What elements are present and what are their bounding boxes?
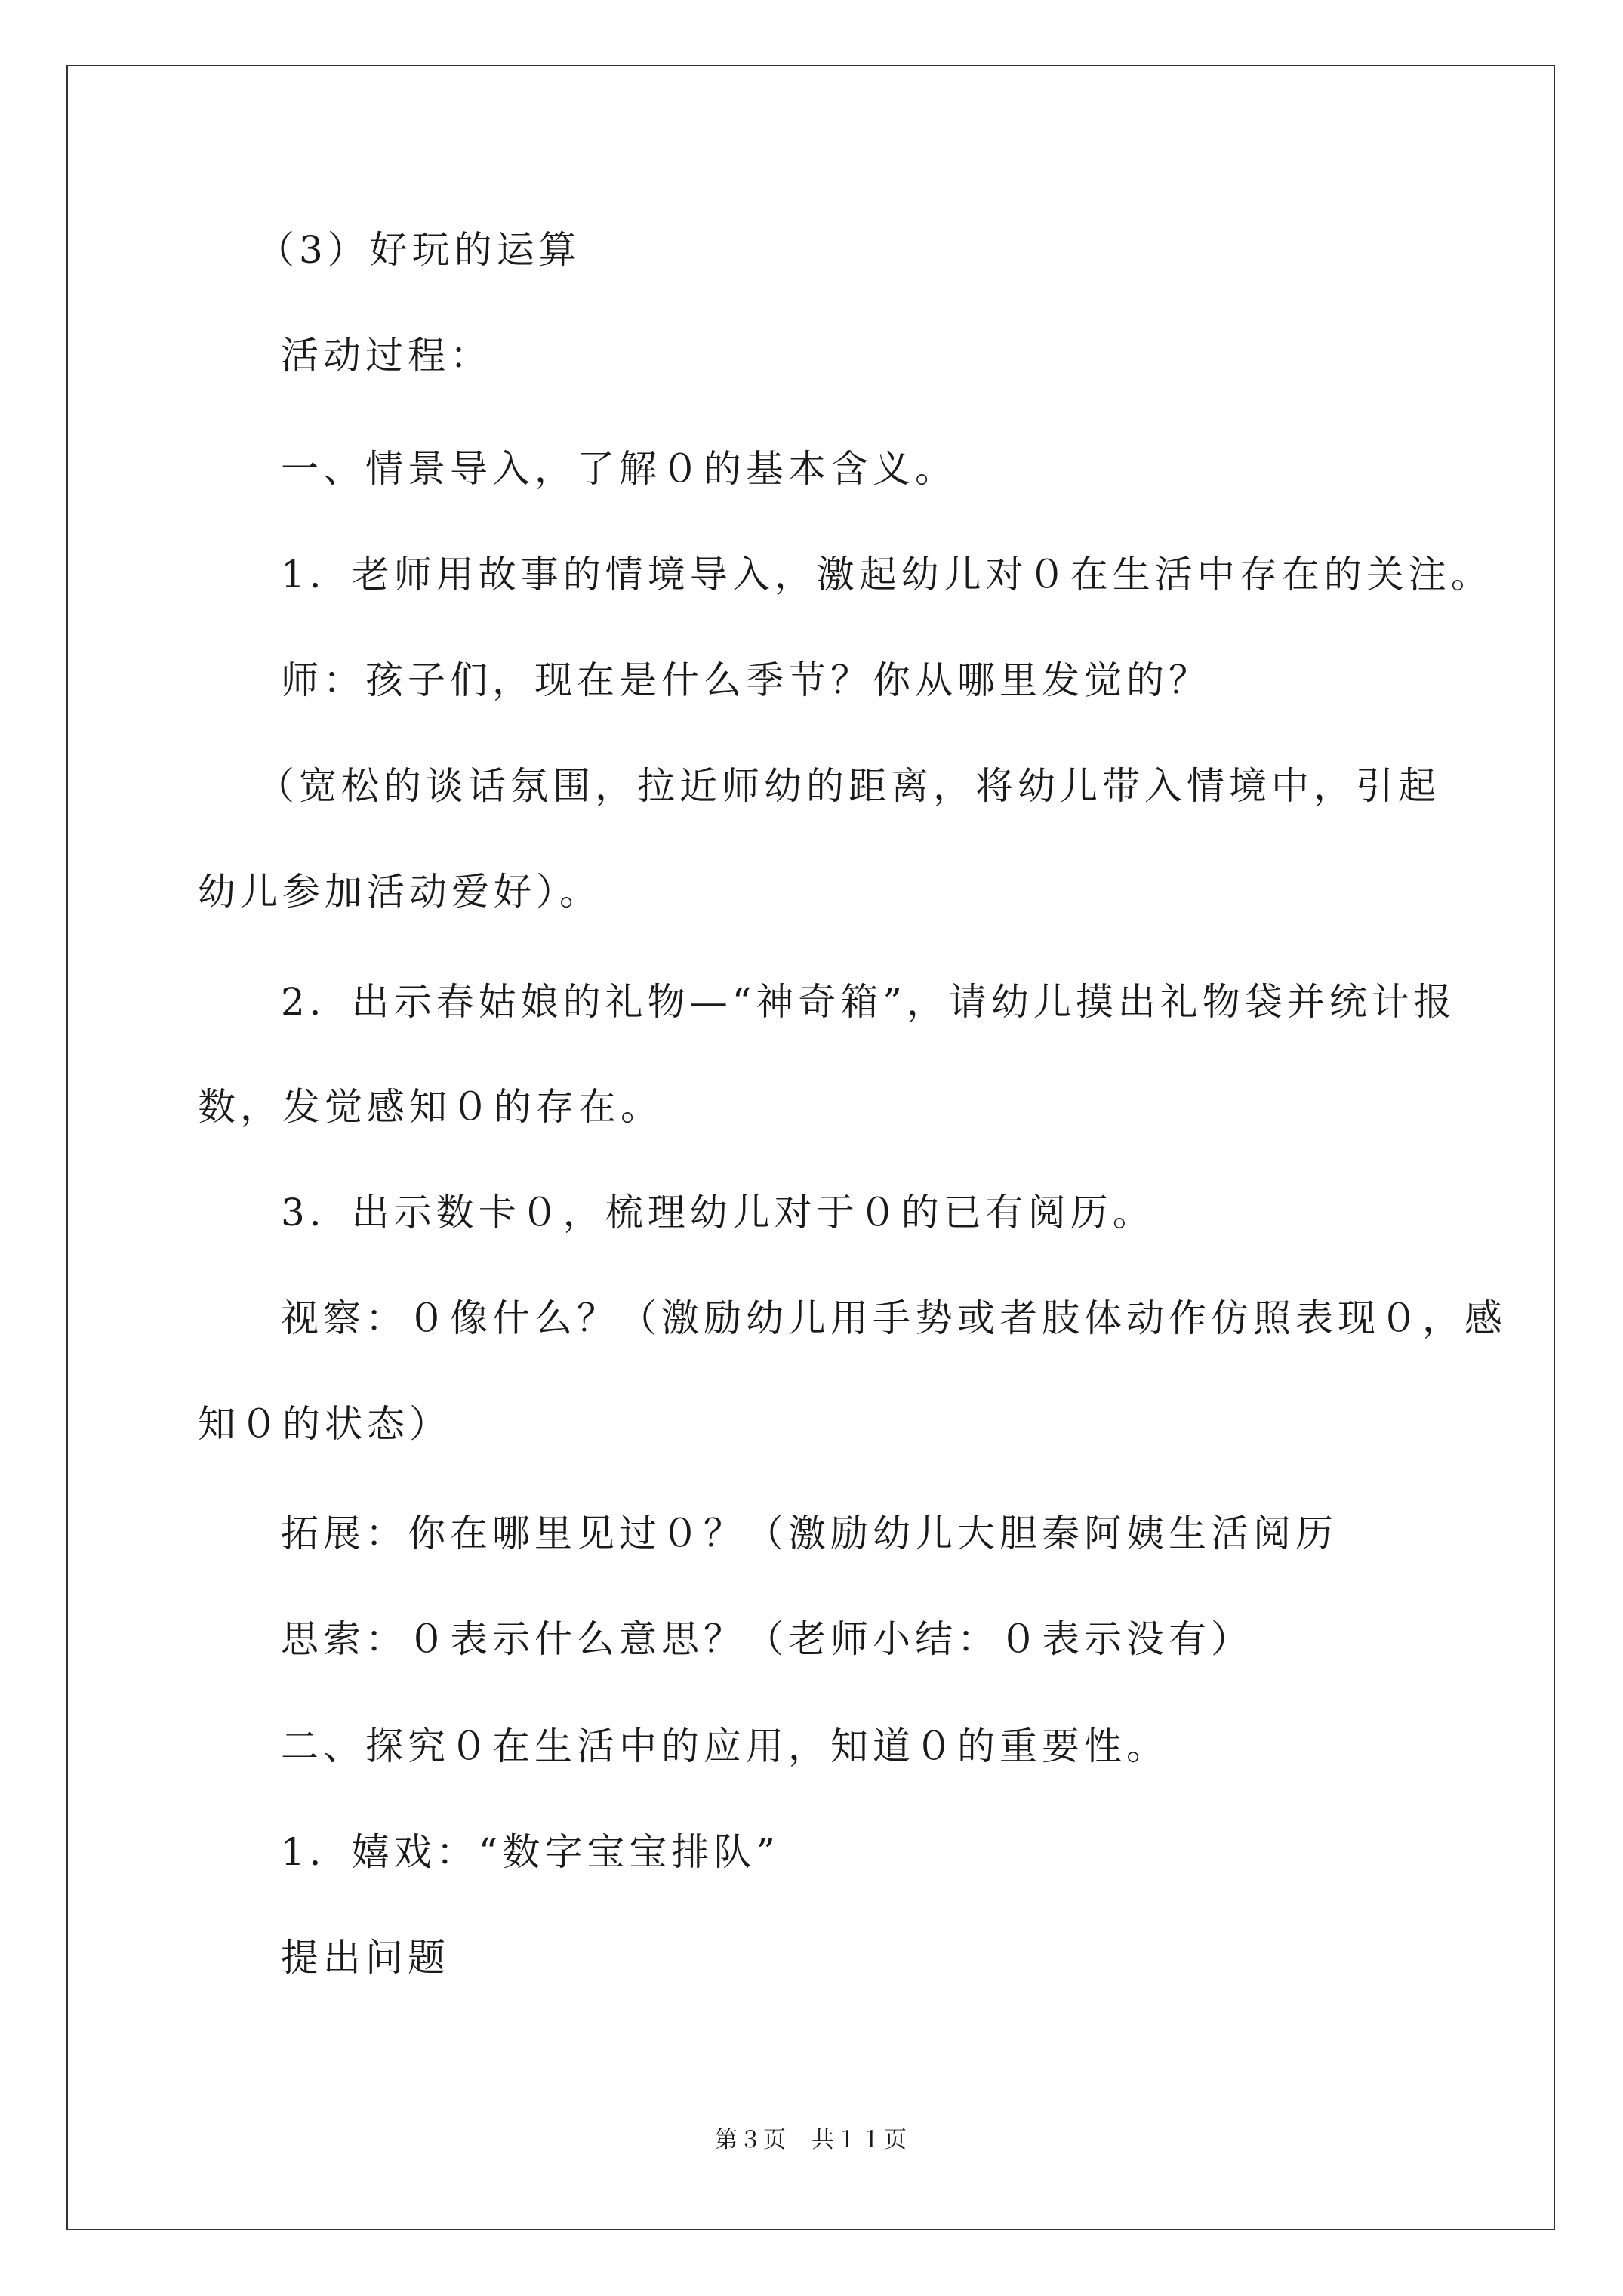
- page-border: [66, 65, 1555, 2230]
- paragraph-line: 3．出示数卡０，梳理幼儿对于０的已有阅历。: [281, 1191, 1155, 1234]
- paragraph-line: 思索：０表示什么意思？（老师小结：０表示没有）: [281, 1617, 1253, 1661]
- paragraph-line: 2．出示春姑娘的礼物—“神奇箱”，请幼儿摸出礼物袋并统计报: [281, 980, 1456, 1024]
- part-one-heading: 一、情景导入，了解０的基本含义。: [281, 447, 957, 491]
- paragraph-line: 拓展：你在哪里见过０？（激励幼儿大胆秦阿姨生活阅历: [281, 1512, 1338, 1555]
- paragraph-line: 师：孩子们，现在是什么季节？你从哪里发觉的？: [281, 658, 1211, 702]
- paragraph-line: 数，发觉感知０的存在。: [198, 1085, 663, 1129]
- page-number-footer: 第３页 共１１页: [715, 2127, 908, 2153]
- paragraph-line: 提出问题: [281, 1936, 450, 1980]
- part-two-heading: 二、探究０在生活中的应用，知道０的重要性。: [281, 1724, 1169, 1768]
- paragraph-line: 1．老师用故事的情境导入，激起幼儿对０在生活中存在的关注。: [281, 553, 1493, 596]
- paragraph-line: 1．嬉戏：“数字宝宝排队”: [281, 1830, 780, 1874]
- paragraph-line: 幼儿参加活动爱好）。: [198, 870, 602, 914]
- paragraph-line: 知０的状态）: [198, 1402, 451, 1446]
- section-heading-fun-calculation: （3）好玩的运算: [257, 228, 581, 272]
- paragraph-line: 视察：０像什么？（激励幼儿用手势或者肢体动作仿照表现０，感: [281, 1296, 1507, 1340]
- activity-process-heading: 活动过程：: [281, 334, 492, 378]
- paragraph-line: （宽松的谈话氛围，拉近师幼的距离，将幼儿带入情境中，引起: [257, 764, 1440, 808]
